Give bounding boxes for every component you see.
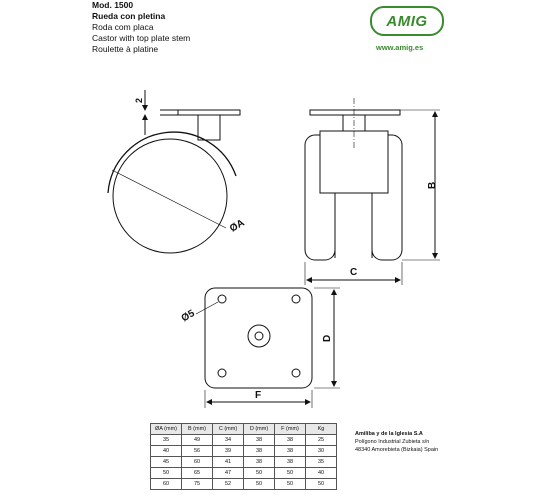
table-cell: 50 <box>244 479 275 490</box>
table-cell: 38 <box>275 446 306 457</box>
name-fr: Roulette à platine <box>92 44 159 54</box>
table-cell: 39 <box>213 446 244 457</box>
company-address <box>355 430 438 454</box>
top-plate-view <box>196 288 340 408</box>
name-es: Rueda con pletina <box>92 11 166 21</box>
table-cell: 41 <box>213 457 244 468</box>
table-cell: 40 <box>306 468 337 479</box>
table-header-row <box>151 424 337 435</box>
side-view <box>108 90 240 253</box>
name-pt: Roda com placa <box>92 22 154 32</box>
dim-hole-label: Ø5 <box>179 308 197 325</box>
header-cell: B (mm) <box>182 424 213 435</box>
dim-a-label: ØA <box>228 217 247 235</box>
dim-c-label: C <box>350 267 358 278</box>
table-cell: 38 <box>244 435 275 446</box>
table-cell: 35 <box>151 435 182 446</box>
table-cell: 50 <box>275 468 306 479</box>
table-cell: 50 <box>244 468 275 479</box>
name-en: Castor with top plate stem <box>92 33 191 43</box>
logo-text: AMIG <box>386 12 428 30</box>
table-cell: 60 <box>182 457 213 468</box>
table-cell: 65 <box>182 468 213 479</box>
company-line1: Polígono Industrial Zubieta s/n <box>355 439 430 445</box>
table-cell: 35 <box>306 457 337 468</box>
dim-b-label: B <box>427 181 438 189</box>
table-cell: 30 <box>306 446 337 457</box>
table-cell: 45 <box>151 457 182 468</box>
dim-plate-label: 2 <box>134 97 144 103</box>
table-cell: 52 <box>213 479 244 490</box>
table-row <box>151 435 337 446</box>
front-view <box>305 98 440 285</box>
table-cell: 75 <box>182 479 213 490</box>
table-cell: 25 <box>306 435 337 446</box>
header-cell: Kg <box>306 424 337 435</box>
header-cell: ØA (mm) <box>151 424 182 435</box>
dim-f-label: F <box>255 390 262 401</box>
header-cell: F (mm) <box>275 424 306 435</box>
dim-d-label: D <box>322 334 333 342</box>
table-row <box>151 479 337 490</box>
table-cell: 34 <box>213 435 244 446</box>
table-row <box>151 468 337 479</box>
table-row <box>151 446 337 457</box>
table-cell: 56 <box>182 446 213 457</box>
website-url: www.amig.es <box>376 43 424 52</box>
table-cell: 38 <box>275 457 306 468</box>
company-line2: 48340 Amorebieta (Bizkaia) Spain <box>355 447 439 453</box>
header-cell: D (mm) <box>244 424 275 435</box>
table-row <box>151 457 337 468</box>
table-cell: 50 <box>151 468 182 479</box>
table-cell: 38 <box>275 435 306 446</box>
table-cell: 38 <box>244 446 275 457</box>
header-cell: C (mm) <box>213 424 244 435</box>
table-cell: 40 <box>151 446 182 457</box>
table-cell: 38 <box>244 457 275 468</box>
table-cell: 49 <box>182 435 213 446</box>
model-label: Mod. 1500 <box>92 0 134 10</box>
table-cell: 47 <box>213 468 244 479</box>
table-cell: 50 <box>275 479 306 490</box>
spec-table <box>150 423 337 490</box>
table-cell: 60 <box>151 479 182 490</box>
company-name: Amiliba y de la Iglesia S.A <box>355 431 423 437</box>
table-cell: 50 <box>306 479 337 490</box>
